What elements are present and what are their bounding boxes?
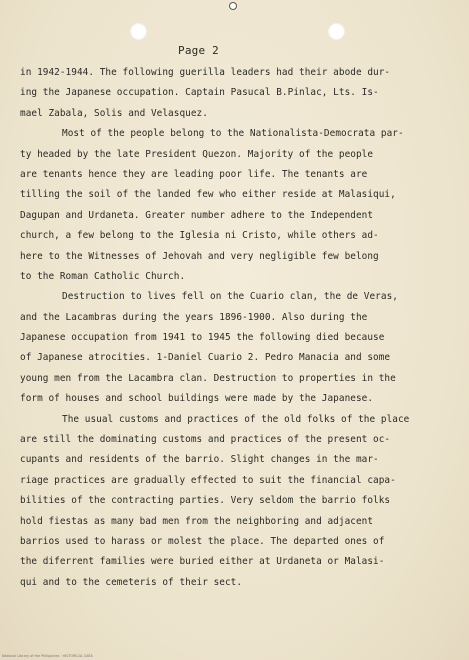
text-line: bilities of the contracting parties. Very seldom the barrio folks	[20, 495, 391, 507]
text-line: Japanese occupation from 1941 to 1945 the following died because	[20, 332, 385, 344]
text-line: the diferrent families were buried either at Urdaneta or Malasi-	[20, 556, 385, 568]
text-line: tilling the soil of the landed few who either reside at Malasiqui,	[20, 189, 396, 201]
text-line: riage practices are gradually effected to suit the financial capa-	[20, 474, 396, 486]
footer-credit: National Library of the Philippines · HISTORICAL DATA	[2, 654, 93, 658]
text-line: Destruction to lives fell on the Cuario clan, the de Veras,	[62, 291, 398, 303]
text-line: Most of the people belong to the Nationalista-Democrata par-	[62, 128, 404, 140]
text-line: ty headed by the late President Quezon. Majority of the people	[20, 148, 374, 160]
text-line: qui and to the cemeteris of their sect.	[20, 576, 243, 588]
page-top-mark	[229, 2, 237, 10]
text-line: are still the dominating customs and practices of the present oc-	[20, 434, 391, 446]
text-line: church, a few belong to the Iglesia ni Cristo, while others ad-	[20, 230, 379, 242]
text-line: ing the Japanese occupation. Captain Pasucal B.Pinlac, Lts. Is-	[20, 87, 379, 99]
text-line: of Japanese atrocities. 1-Daniel Cuario 2. Pedro Manacia and some	[20, 352, 391, 364]
text-line: barrios used to harass or molest the place. The departed ones of	[20, 535, 385, 547]
text-line: here to the Witnesses of Jehovah and very negligible few belong	[20, 250, 379, 262]
text-line: are tenants hence they are leading poor life. The tenants are	[20, 168, 368, 180]
page-number-label: Page 2	[178, 44, 219, 57]
text-line: mael Zabala, Solis and Velasquez.	[20, 107, 208, 119]
text-line: and the Lacambras during the years 1896-1900. Also during the	[20, 311, 368, 323]
text-line: form of houses and school buildings were made by the Japanese.	[20, 393, 374, 405]
document-body	[20, 63, 460, 593]
text-line: cupants and residents of the barrio. Slight changes in the mar-	[20, 454, 379, 466]
text-line: to the Roman Catholic Church.	[20, 270, 186, 282]
punch-hole-right	[328, 23, 345, 40]
text-line: in 1942-1944. The following guerilla leaders had their abode dur-	[20, 67, 391, 78]
text-line: hold fiestas as many bad men from the neighboring and adjacent	[20, 515, 374, 527]
text-line: Dagupan and Urdaneta. Greater number adhere to the Independent	[20, 209, 374, 221]
punch-hole-left	[130, 23, 147, 40]
text-line: young men from the Lacambra clan. Destruction to properties in the	[20, 372, 396, 384]
text-line: The usual customs and practices of the old folks of the place	[62, 413, 410, 425]
